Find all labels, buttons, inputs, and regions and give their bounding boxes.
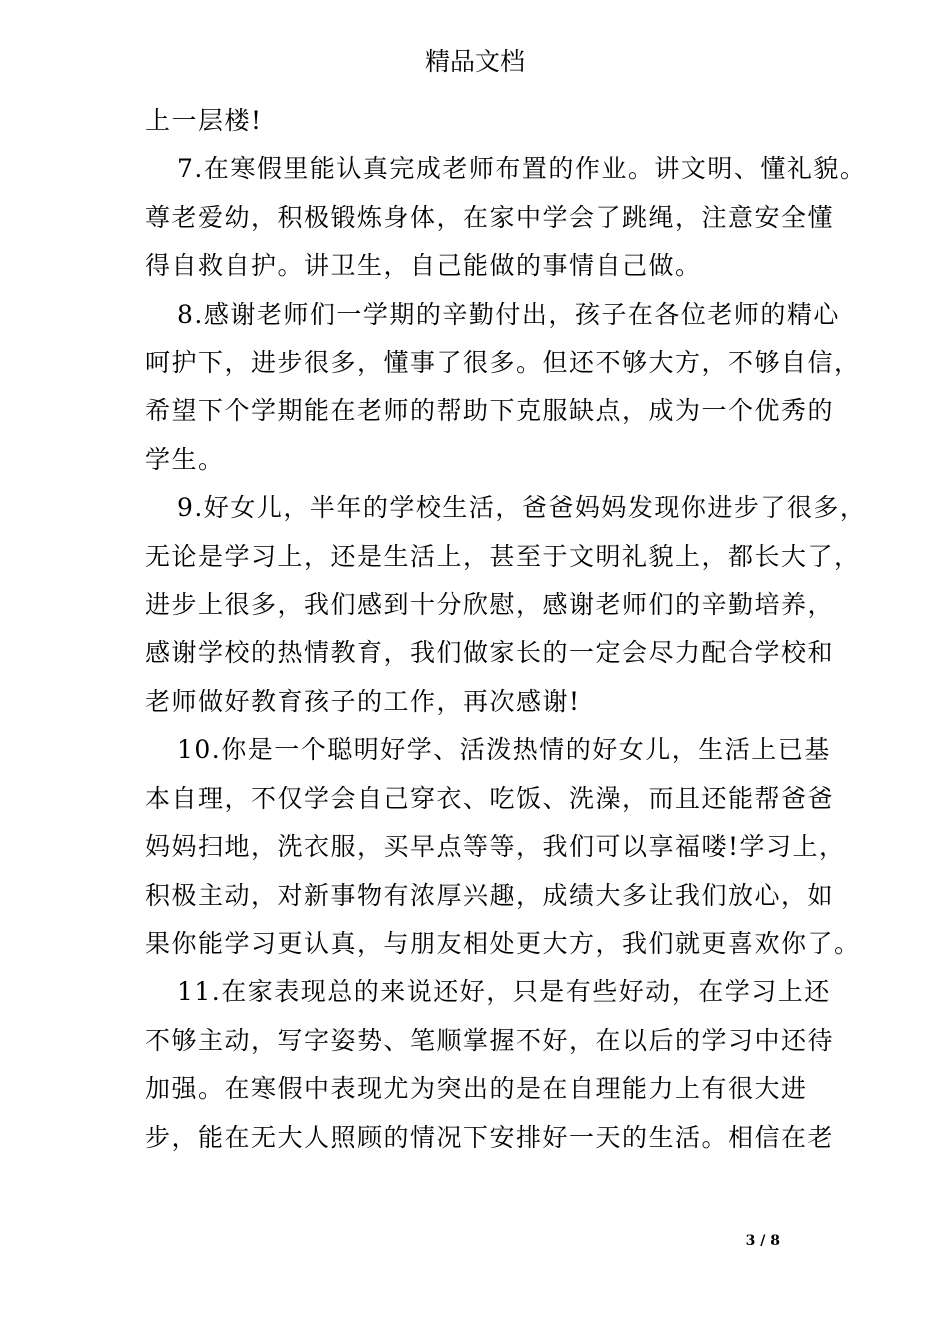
text-line: 步，能在无大人照顾的情况下安排好一天的生活。相信在老 — [145, 1122, 835, 1152]
text-line: 本自理，不仅学会自己穿衣、吃饭、洗澡，而且还能帮爸爸 — [145, 783, 835, 813]
text-line: 8.感谢老师们一学期的辛勤付出，孩子在各位老师的精心 — [177, 299, 840, 329]
text-line: 老师做好教育孩子的工作，再次感谢! — [145, 686, 581, 716]
text-line: 上一层楼! — [145, 106, 263, 135]
paragraph — [145, 291, 861, 485]
text-line: 进步上很多，我们感到十分欣慰，感谢老师们的辛勤培养， — [145, 590, 835, 620]
text-line: 加强。在寒假中表现尤为突出的是在自理能力上有很大进 — [145, 1074, 808, 1104]
text-line: 9.好女儿，半年的学校生活，爸爸妈妈发现你进步了很多， — [177, 493, 867, 523]
text-line: 感谢学校的热情教育，我们做家长的一定会尽力配合学校和 — [145, 638, 835, 668]
page-header-title: 精品文档 — [424, 47, 525, 76]
text-line: 积极主动，对新事物有浓厚兴趣，成绩大多让我们放心，如 — [145, 880, 835, 910]
text-line: 果你能学习更认真，与朋友相处更大方，我们就更喜欢你了。 — [145, 928, 861, 958]
paragraph — [145, 145, 867, 290]
document-body — [145, 97, 867, 1162]
paragraph — [145, 726, 861, 968]
text-line: 呵护下，进步很多，懂事了很多。但还不够大方，不够自信， — [145, 348, 861, 378]
paragraph — [145, 968, 835, 1162]
paragraph — [145, 484, 867, 726]
text-line: 10.你是一个聪明好学、活泼热情的好女儿，生活上已基 — [177, 735, 831, 765]
text-line: 妈妈扫地，洗衣服，买早点等等，我们可以享福喽!学习上， — [145, 832, 846, 862]
text-line: 学生。 — [145, 444, 225, 474]
text-line: 希望下个学期能在老师的帮助下克服缺点，成为一个优秀的 — [145, 396, 835, 426]
paragraph — [145, 97, 808, 145]
text-line: 7.在寒假里能认真完成老师布置的作业。讲文明、懂礼貌。 — [177, 154, 867, 184]
text-line: 不够主动，写字姿势、笔顺掌握不好，在以后的学习中还待 — [145, 1025, 835, 1055]
text-line: 无论是学习上，还是生活上，甚至于文明礼貌上，都长大了， — [145, 541, 861, 571]
text-line: 11.在家表现总的来说还好，只是有些好动，在学习上还 — [177, 977, 831, 1007]
text-line: 尊老爱幼，积极锻炼身体，在家中学会了跳绳，注意安全懂 — [145, 202, 835, 232]
text-line: 得自救自护。讲卫生，自己能做的事情自己做。 — [145, 251, 702, 281]
page-number: 3 / 8 — [745, 1233, 780, 1249]
